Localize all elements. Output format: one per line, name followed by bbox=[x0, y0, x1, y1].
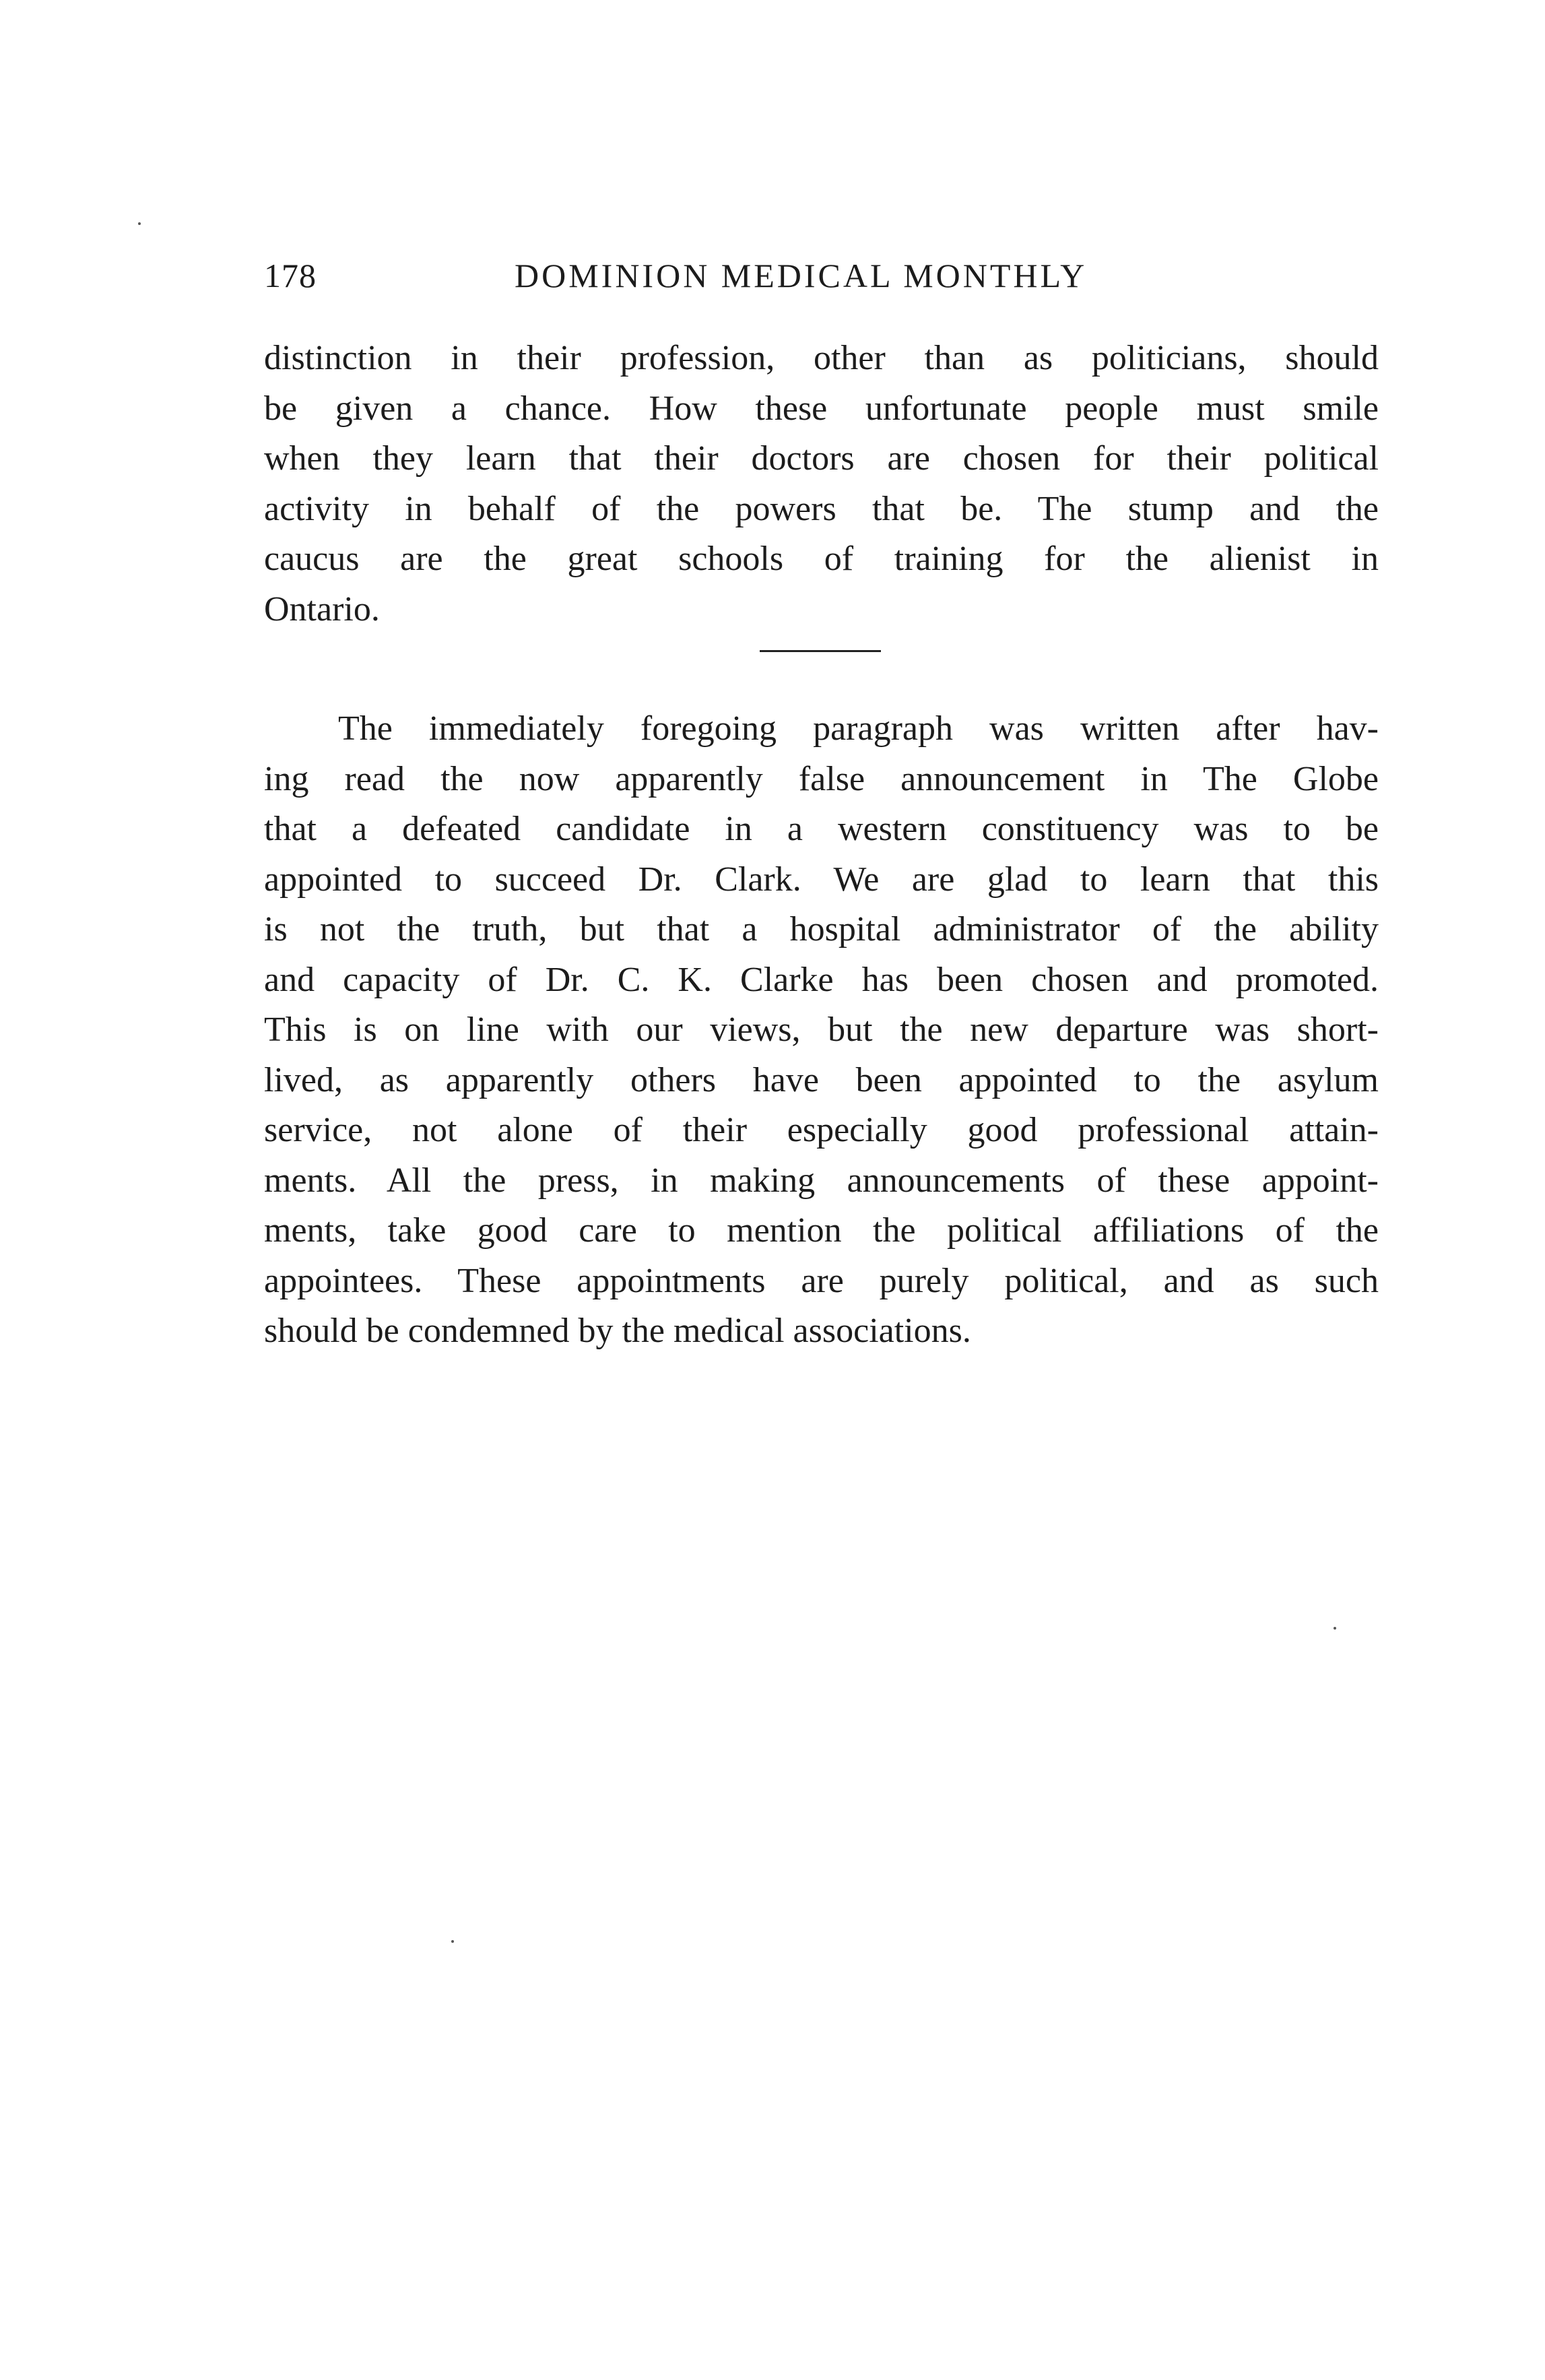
paragraph-line: should be condemned by the medical associations. bbox=[264, 1312, 971, 1350]
paragraph-line: This is on line with our views, but the new departure was short- bbox=[264, 1010, 1379, 1049]
paragraph-line: distinction in their profession, other than as politicians, should bbox=[264, 339, 1379, 377]
paragraph-line: when they learn that their doctors are chosen for their political bbox=[264, 439, 1379, 478]
paragraph-line: service, not alone of their especially good professional attain- bbox=[264, 1111, 1379, 1149]
page-number: 178 bbox=[264, 257, 317, 294]
paragraph-line: lived, as apparently others have been appointed to the asylum bbox=[264, 1060, 1379, 1099]
paragraph-line: ments. All the press, in making announcements of these appoint- bbox=[264, 1161, 1379, 1200]
paragraph-line: The immediately foregoing paragraph was written after hav- bbox=[338, 709, 1379, 748]
paragraph-line: appointees. These appointments are purely political, and as such bbox=[264, 1261, 1379, 1300]
paragraph-line: be given a chance. How these unfortunate people must smile bbox=[264, 389, 1379, 428]
scan-speck bbox=[451, 1940, 454, 1943]
paragraph-line: is not the truth, but that a hospital administrator of the ability bbox=[264, 910, 1379, 948]
running-head: DOMINION MEDICAL MONTHLY bbox=[515, 257, 1088, 294]
paragraph-2 bbox=[264, 704, 1379, 1357]
paragraph-line: and capacity of Dr. C. K. Clarke has been chosen and promoted. bbox=[264, 960, 1379, 999]
paragraph-line: Ontario. bbox=[264, 589, 380, 629]
scan-speck bbox=[138, 222, 141, 225]
page-header bbox=[264, 256, 1379, 310]
paragraph-line: activity in behalf of the powers that be. The stump and the bbox=[264, 489, 1379, 528]
paragraph-line: ments, take good care to mention the political affiliations of the bbox=[264, 1211, 1379, 1250]
paragraph-line: ing read the now apparently false announcement in The Globe bbox=[264, 759, 1379, 798]
paragraph-1 bbox=[264, 333, 1379, 635]
paragraph-line: appointed to succeed Dr. Clark. We are glad to learn that this bbox=[264, 860, 1379, 899]
scan-speck bbox=[1334, 1627, 1336, 1630]
paragraph-line: caucus are the great schools of training for the alienist in bbox=[264, 540, 1379, 578]
section-divider bbox=[760, 650, 881, 652]
paragraph-line: that a defeated candidate in a western constituency was to be bbox=[264, 810, 1379, 848]
